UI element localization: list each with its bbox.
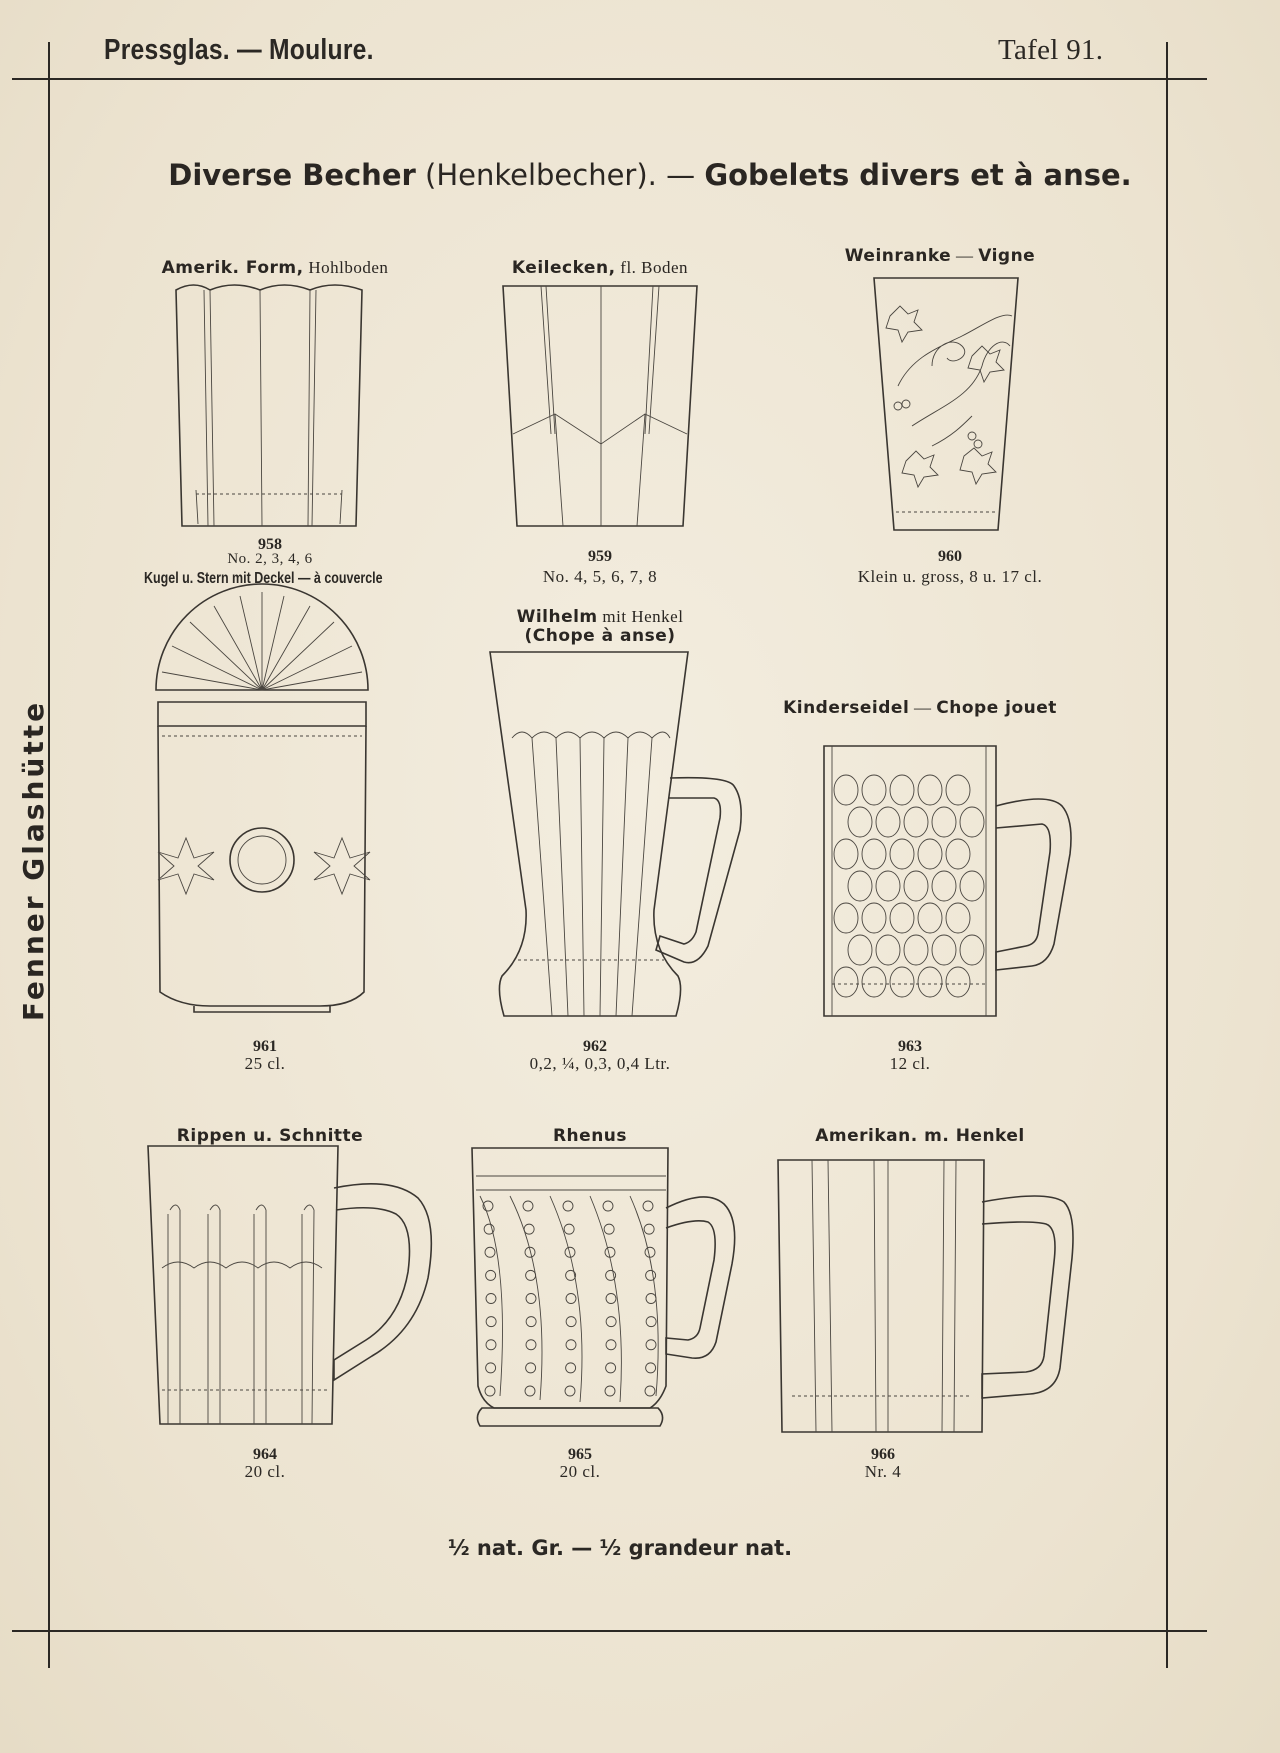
label-958-sub: Hohlboden: [303, 258, 389, 277]
label-962-sub: mit Henkel: [597, 607, 684, 626]
label-962-line2: (Chope à anse): [524, 626, 676, 646]
side-label-text: Fenner Glashütte: [17, 699, 51, 1021]
bead-pattern: [483, 1201, 656, 1396]
glass-965-illustration: [470, 1146, 740, 1430]
side-label: [4, 680, 64, 1040]
right-border: [1166, 42, 1168, 1668]
number-958: 958: [258, 536, 282, 553]
number-959: 959: [588, 548, 612, 565]
label-960-bold-2: Vigne: [978, 246, 1036, 266]
label-960-sub: —: [951, 246, 979, 265]
label-966: Amerikan. m. Henkel: [815, 1126, 1025, 1146]
label-963-bold-2: Chope jouet: [936, 698, 1057, 718]
caption-961: 25 cl.: [244, 1054, 286, 1073]
number-963: 963: [898, 1038, 922, 1055]
glass-964-illustration: [146, 1144, 436, 1426]
label-964: Rippen u. Schnitte: [176, 1126, 364, 1146]
caption-963: 12 cl.: [889, 1054, 931, 1073]
label-960: [820, 246, 1060, 266]
label-962-bold: Wilhelm: [516, 607, 598, 627]
glass-960-illustration: [872, 276, 1020, 532]
page-title: [150, 158, 1150, 192]
glass-966-illustration: [776, 1158, 1078, 1434]
header-right: Tafel 91.: [998, 34, 1104, 66]
label-961-bold: Kugel u. Stern mit Deckel: [144, 570, 295, 587]
glass-958-illustration: [174, 284, 364, 528]
title-bold-2: Gobelets divers et à anse.: [704, 158, 1132, 192]
number-961: 961: [253, 1038, 277, 1055]
number-960: 960: [938, 548, 962, 565]
label-958-bold: Amerik. Form,: [161, 258, 304, 278]
scale-note: ½ nat. Gr. — ½ grandeur nat.: [447, 1536, 793, 1560]
label-963: [775, 698, 1065, 718]
label-963-sub: —: [909, 698, 937, 717]
caption-962: 0,2, ¼, 0,3, 0,4 Ltr.: [529, 1054, 671, 1073]
caption-966: Nr. 4: [864, 1462, 902, 1481]
label-959: [480, 258, 720, 278]
label-958: [140, 258, 410, 278]
title-normal-1: (Henkelbecher). —: [415, 158, 705, 192]
label-965: Rhenus: [552, 1126, 628, 1146]
caption-960: Klein u. gross, 8 u. 17 cl.: [857, 567, 1043, 586]
label-962: [470, 607, 730, 627]
glass-961-illustration: [150, 586, 374, 1014]
glass-959-illustration: [501, 284, 699, 528]
header-rule: [12, 78, 1207, 80]
label-961-sub: — à couvercle: [294, 570, 383, 587]
header-left: Pressglas. — Moulure.: [104, 34, 374, 66]
label-963-bold: Kinderseidel: [783, 698, 910, 718]
footer-rule: [12, 1630, 1207, 1632]
label-960-bold: Weinranke: [844, 246, 952, 266]
label-959-sub: fl. Boden: [615, 258, 689, 277]
caption-958: No. 2, 3, 4, 6: [227, 551, 313, 567]
number-965: 965: [568, 1446, 592, 1463]
title-bold-1: Diverse Becher: [168, 158, 416, 192]
caption-965: 20 cl.: [559, 1462, 601, 1481]
label-959-bold: Keilecken,: [511, 258, 616, 278]
number-966: 966: [871, 1446, 895, 1463]
caption-964: 20 cl.: [244, 1462, 286, 1481]
number-962: 962: [583, 1038, 607, 1055]
number-964: 964: [253, 1446, 277, 1463]
glass-962-illustration: [488, 650, 744, 1018]
bubble-pattern: [834, 775, 984, 997]
glass-963-illustration: [822, 744, 1074, 1018]
caption-959: No. 4, 5, 6, 7, 8: [542, 567, 658, 586]
